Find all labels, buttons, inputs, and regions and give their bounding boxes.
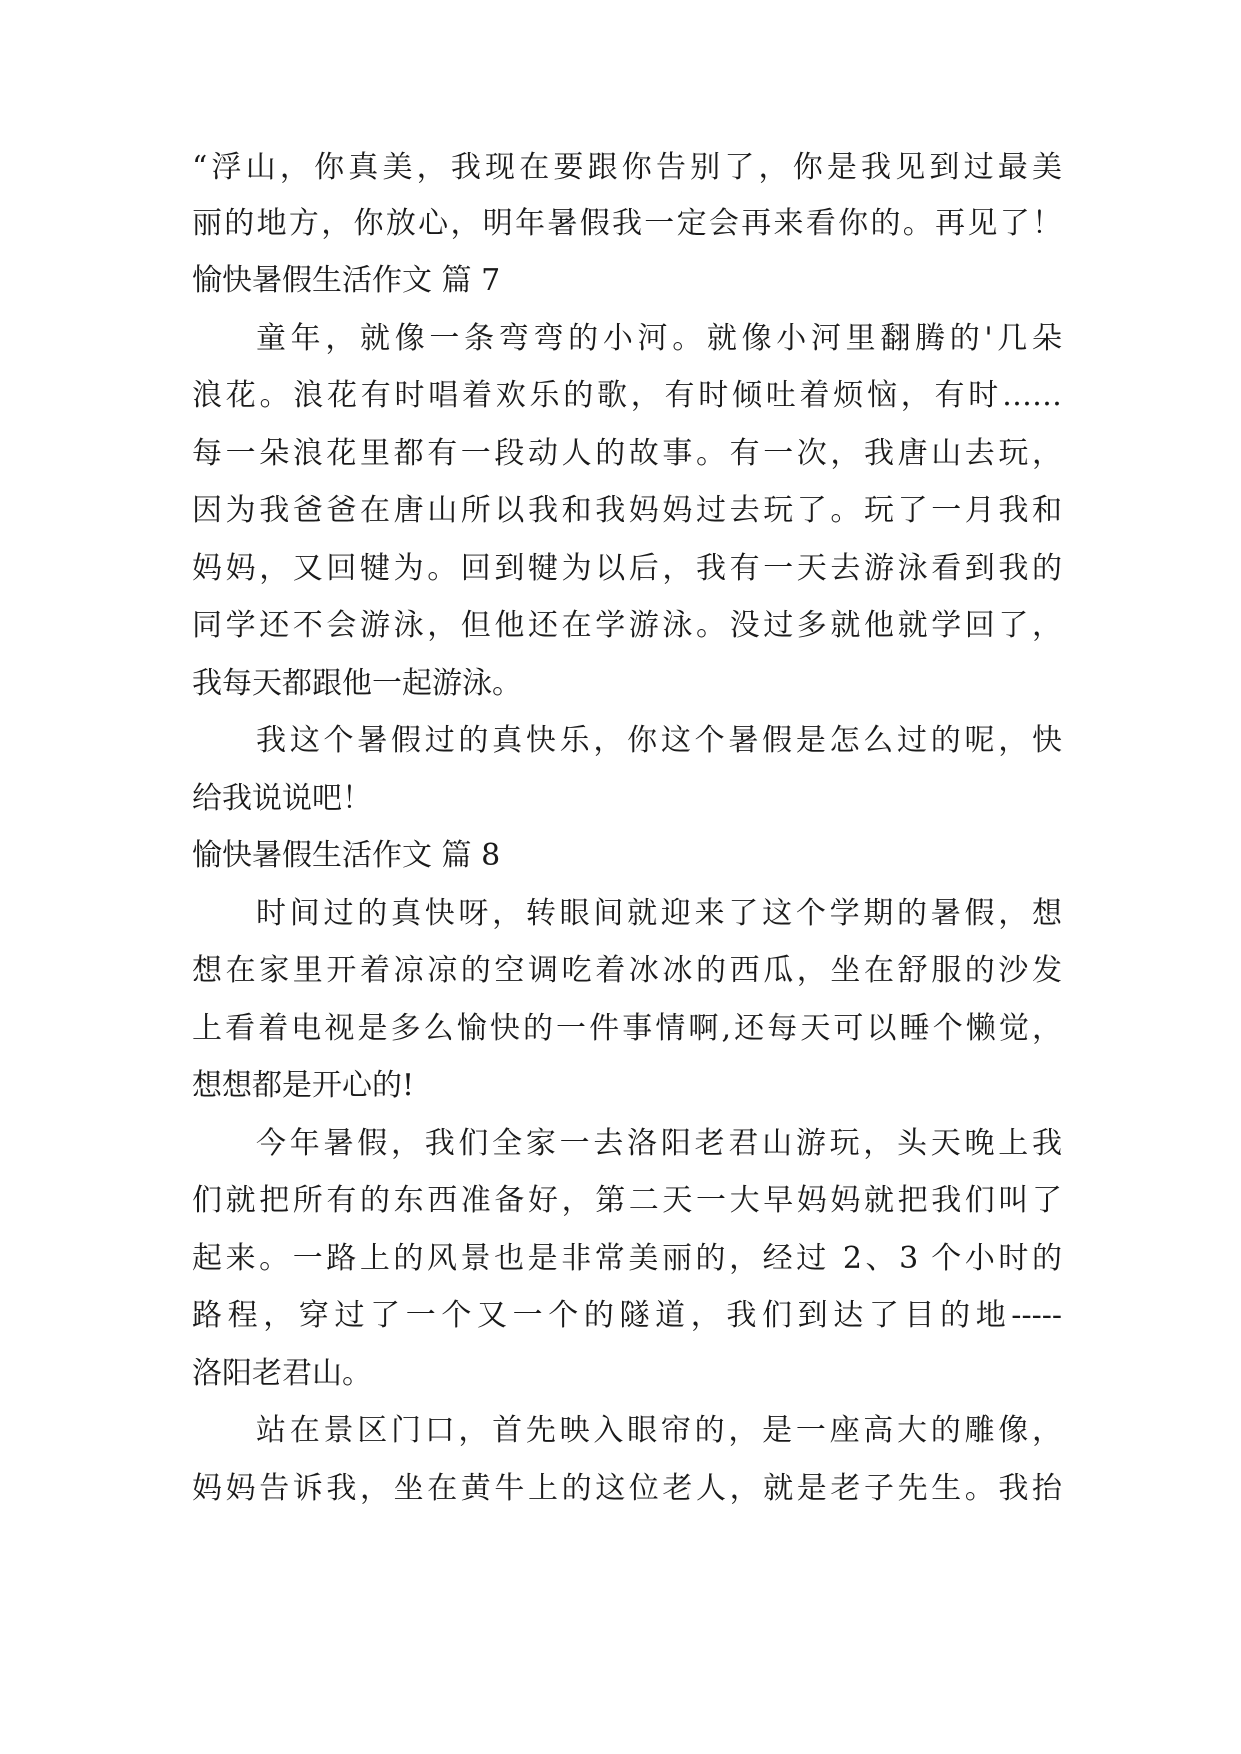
text-line: 们就把所有的东西准备好，第二天一大早妈妈就把我们叫了 [192,1183,1062,1218]
text-line: 时间过的真快呀，转眼间就迎来了这个学期的暑假，想 [256,896,1062,931]
text-line: 妈妈，又回犍为。回到犍为以后，我有一天去游泳看到我的 [192,551,1062,586]
text-line: 上看着电视是多么愉快的一件事情啊,还每天可以睡个懒觉， [192,1011,1062,1046]
text-line: 童年，就像一条弯弯的小河。就像小河里翻腾的'几朵 [256,321,1062,356]
text-line: 路程，穿过了一个又一个的隧道，我们到达了目的地----- [192,1298,1062,1333]
text-line: 想想都是开心的! [192,1068,415,1103]
text-line: 浪花。浪花有时唱着欢乐的歌，有时倾吐着烦恼，有时…… [192,378,1062,413]
text-line: 起来。一路上的风景也是非常美丽的，经过 2、3 个小时的 [192,1241,1062,1276]
text-line: 同学还不会游泳，但他还在学游泳。没过多就他就学回了， [192,608,1062,643]
text-line: 我这个暑假过的真快乐，你这个暑假是怎么过的呢，快 [256,723,1062,758]
text-line: 站在景区门口，首先映入眼帘的，是一座高大的雕像， [256,1413,1062,1448]
text-line: “浮山，你真美，我现在要跟你告别了，你是我见到过最美 [192,150,1062,185]
section-heading-7: 愉快暑假生活作文 篇 7 [192,263,501,298]
text-line: 今年暑假，我们全家一去洛阳老君山游玩，头天晚上我 [256,1126,1062,1161]
text-line: 每一朵浪花里都有一段动人的故事。有一次，我唐山去玩， [192,436,1062,471]
text-line: 因为我爸爸在唐山所以我和我妈妈过去玩了。玩了一月我和 [192,493,1062,528]
text-line: 妈妈告诉我，坐在黄牛上的这位老人，就是老子先生。我抬 [192,1471,1062,1506]
text-line: 给我说说吧！ [192,781,372,816]
text-line: 洛阳老君山。 [192,1356,372,1391]
section-heading-8: 愉快暑假生活作文 篇 8 [192,838,501,873]
text-line: 想在家里开着凉凉的空调吃着冰冰的西瓜，坐在舒服的沙发 [192,953,1062,988]
text-line: 丽的地方，你放心，明年暑假我一定会再来看你的。再见了！ [192,206,1062,241]
text-line: 我每天都跟他一起游泳。 [192,666,522,701]
